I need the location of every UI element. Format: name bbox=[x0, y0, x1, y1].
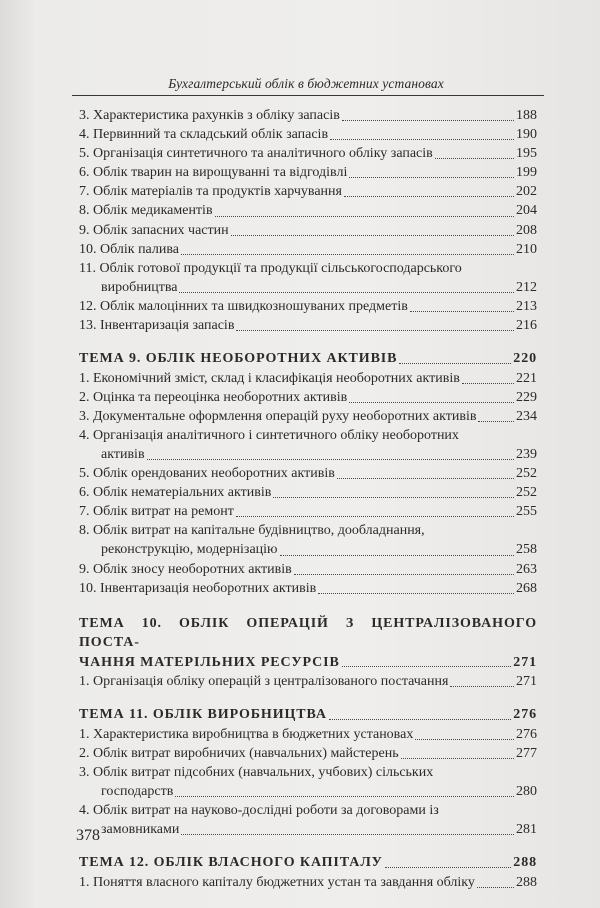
toc-entry: 10. Облік палива 210 bbox=[79, 241, 537, 257]
toc-entry-line1: 11. Облік готової продукції та продукції сільськогосподарського bbox=[79, 260, 462, 276]
toc-entry: 1. Поняття власного капіталу бюджетних устан та завдання обліку 288 bbox=[79, 874, 537, 890]
toc-entry-line1: 3. Облік витрат підсобних (навчальних, учбових) сільських bbox=[79, 765, 434, 781]
toc-entry-line1: 8. Облік витрат на капітальне будівництво, дообладнання, bbox=[79, 523, 425, 539]
toc-entry: 5. Організація синтетичного та аналітичного обліку запасів 195 bbox=[79, 146, 537, 162]
toc-entry: 7. Облік витрат на ремонт 255 bbox=[79, 504, 537, 520]
toc-entry: 3. Характеристика рахунків з обліку запасів 188 bbox=[79, 108, 537, 123]
toc-entry: 9. Облік запасних частин 208 bbox=[79, 222, 537, 238]
page-number: 378 bbox=[76, 827, 100, 844]
toc-entry: 2. Оцінка та переоцінка необоротних активів 229 bbox=[79, 389, 537, 405]
toc-entry: виробництва 212 bbox=[101, 279, 537, 295]
toc-entry: 6. Облік нематеріальних активів 252 bbox=[79, 485, 537, 501]
toc-entry: 2. Облік витрат виробничих (навчальних) майстерень 277 bbox=[79, 745, 537, 761]
toc-section-theme10 bbox=[79, 614, 537, 692]
toc-entry: 12. Облік малоцінних та швидкозношуваних предметів 213 bbox=[79, 298, 537, 314]
toc-entry: 1. Організація обліку операцій з централізованого постачання 271 bbox=[79, 674, 537, 690]
toc-entry: 8. Облік медикаментів 204 bbox=[79, 203, 537, 219]
running-header: Бухгалтерський облік в бюджетних установах bbox=[168, 76, 444, 91]
toc-entry: реконструкцію, модернізацію 258 bbox=[101, 542, 537, 558]
toc-entry-line1: 4. Облік витрат на науково-дослідні роботи за договорами із bbox=[79, 803, 439, 819]
toc-entry: 7. Облік матеріалів та продуктів харчування 202 bbox=[79, 184, 537, 200]
toc-entry: 5. Облік орендованих необоротних активів 252 bbox=[79, 466, 537, 482]
toc-entry: 1. Характеристика виробництва в бюджетних установах 276 bbox=[79, 726, 537, 742]
toc-entry: активів 239 bbox=[101, 447, 537, 462]
toc-section-theme9 bbox=[79, 349, 537, 598]
toc-theme-heading: ТЕМА 12. ОБЛІК ВЛАСНОГО КАПІТАЛУ 288 bbox=[79, 855, 537, 871]
table-of-contents bbox=[79, 106, 537, 892]
toc-entry: 6. Облік тварин на вирощуванні та відгодівлі 199 bbox=[79, 165, 537, 181]
toc-theme-heading: ЧАННЯ МАТЕРІЛЬНИХ РЕСУРСІВ 271 bbox=[79, 654, 537, 670]
toc-entry-line1: 4. Організація аналітичного і синтетичного обліку необоротних bbox=[79, 427, 459, 443]
toc-theme-heading: ТЕМА 11. ОБЛІК ВИРОБНИЦТВА 276 bbox=[79, 707, 537, 723]
toc-entry: 9. Облік зносу необоротних активів 263 bbox=[79, 561, 537, 577]
toc-entry: замовниками 281 bbox=[101, 822, 537, 838]
toc-theme-heading-line1: ТЕМА 10. ОБЛІК ОПЕРАЦІЙ З ЦЕНТРАЛІЗОВАНОГО ПОСТА- bbox=[79, 615, 537, 651]
toc-section-continued bbox=[79, 106, 537, 335]
toc-section-theme12 bbox=[79, 853, 537, 892]
toc-entry: господарств 280 bbox=[101, 784, 537, 800]
toc-theme-heading: ТЕМА 9. ОБЛІК НЕОБОРОТНИХ АКТИВІВ 220 bbox=[79, 351, 537, 367]
toc-entry: 3. Документальне оформлення операцій руху необоротних активів 234 bbox=[79, 408, 537, 424]
header-rule bbox=[72, 95, 544, 96]
toc-entry: 10. Інвентаризація необоротних активів 268 bbox=[79, 580, 537, 596]
toc-entry: 1. Економічний зміст, склад і класифікація необоротних активів 221 bbox=[79, 370, 537, 386]
toc-entry: 13. Інвентаризація запасів 216 bbox=[79, 318, 537, 334]
toc-entry: 4. Первинний та складський облік запасів 190 bbox=[79, 127, 537, 143]
toc-section-theme11 bbox=[79, 705, 537, 839]
